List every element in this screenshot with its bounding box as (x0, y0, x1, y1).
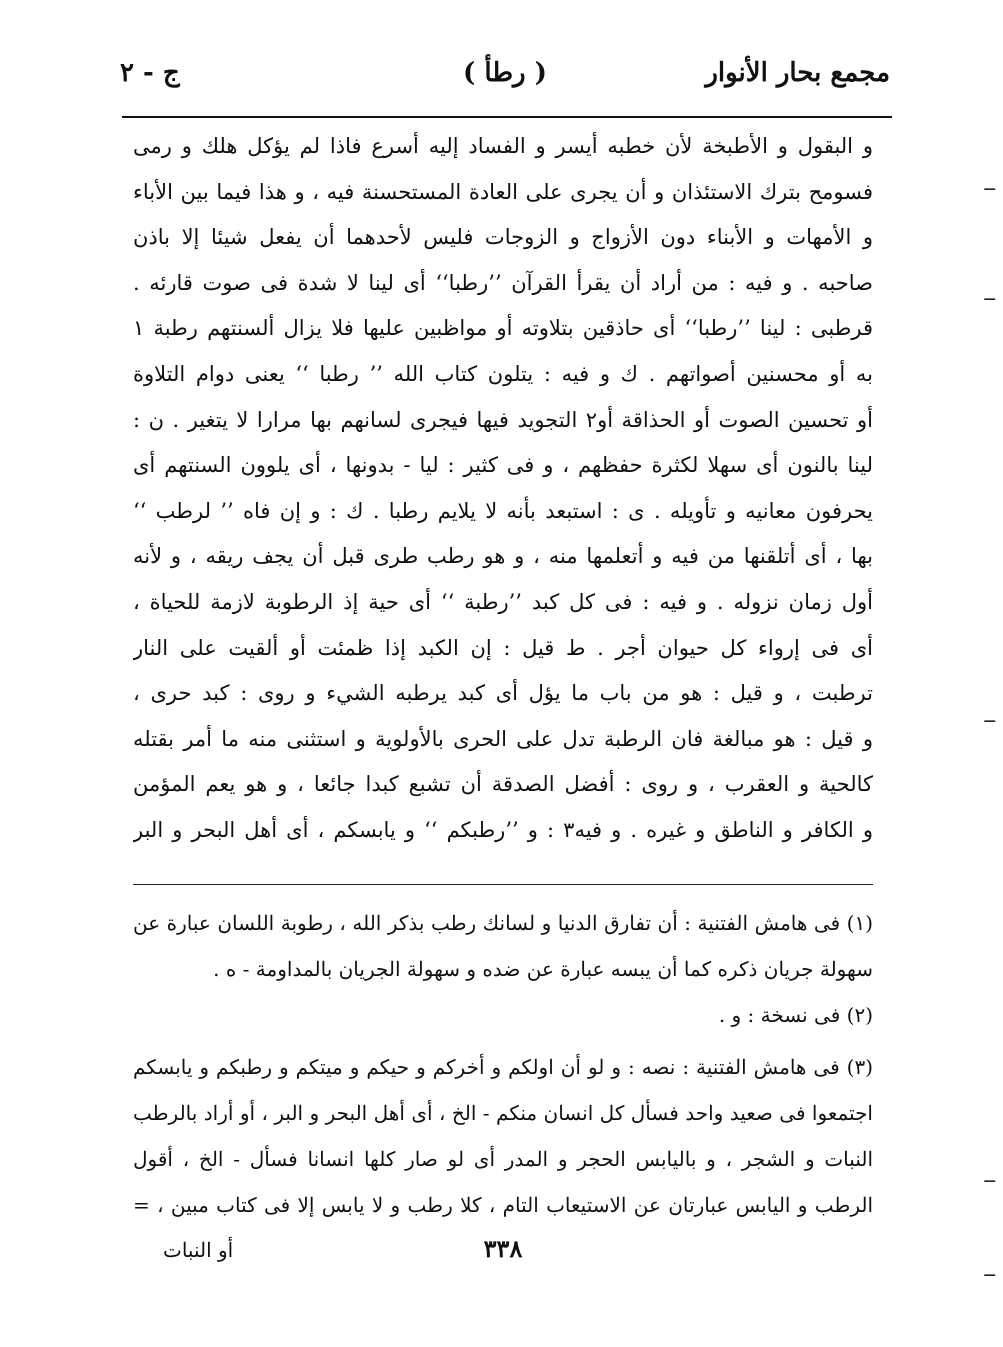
running-header (120, 58, 890, 102)
text-line: و البقول و الأطبخة لأن خطبه أيسر و الفساد إليه أسرع فاذا لم يؤكل هلك و رمى (133, 134, 873, 158)
margin-mark: ـ‍ـ (984, 706, 995, 727)
text-line: أول زمان نزوله . و فيه : فى كل كبد ’’رطبة ‘‘ أى حية إذ الرطوبة لازمة للحياة ، (133, 589, 873, 614)
text-line: أو تحسين الصوت أو الحذاقة أو٢ التجويد فيها فيجرى لسانهم بها مرارا لا يتغير . ن : (133, 407, 873, 432)
text-line: لينا بالنون أى سهلا لكثرة حفظهم ، و فى كثير : ليا - بدونها ، أى يلوون السنتهم أى (133, 453, 873, 478)
footnote-3-line: الرطب و اليابس عبارتان عن الاستيعاب التام ، كلا رطب و لا يابس إلا فى كتاب مبين ، = (133, 1193, 873, 1217)
footnotes-block (133, 900, 873, 1228)
catchword: أو النبات (163, 1238, 234, 1262)
text-line: كالحية و العقرب ، و روى : أفضل الصدقة أن تشبع كبدا جائعا ، و هو يعم المؤمن (133, 772, 873, 797)
text-line: و قيل : هو مبالغة فان الرطبة تدل على الحرى بالأولوية و استثنى منه ما أمر بقتله (133, 726, 873, 751)
main-text-block (133, 124, 873, 854)
margin-mark: ـ‍ـ (984, 284, 995, 305)
footnote-3-line: (٣) فى هامش الفتنية : نصه : و لو أن اولكم و أخركم و حيكم و ميتكم و رطبكم و يابسكم (133, 1055, 873, 1079)
page-footer (133, 1234, 873, 1274)
footnote-2-line: (٢) فى نسخة : و . (718, 1003, 873, 1027)
text-line: أى فى إرواء كل حيوان أجر . ط قيل : إن الكبد إذا ظمئت أو ألقيت على النار (133, 635, 873, 660)
text-line: فسومح بترك الاستئذان و أن يجرى على العادة المستحسنة فيه ، و هذا فيما بين الأباء (133, 179, 873, 204)
text-line: و الكافر و الناطق و غيره . و فيه٣ : و ’’رطبكم ‘‘ و يابسكم ، أى أهل البحر و البر (133, 817, 873, 842)
text-line: قرطبى : لينا ’’رطبا‘‘ أى حاذقين بتلاوته أو مواظبين عليها فلا يزال ألسنتهم رطبة ١ (133, 316, 873, 341)
footnote-1-line: (١) فى هامش الفتنية : أن تفارق الدنيا و لسانك رطب بذكر الله ، رطوبة اللسان عبارة عن (133, 911, 873, 935)
entry-root-heading: ( رطأ ) (463, 58, 547, 88)
text-line: بها ، أى أتلقنها من فيه و أتعلمها منه ، و هو رطب طرى قبل أن يجف ريقه ، و لأنه (133, 544, 873, 569)
book-title: مجمع بحار الأنوار (705, 58, 890, 88)
footnote-3-line: النبات و الشجر ، و باليابس الحجر و المدر أى لو صار كلها انسانا فسأل - الخ ، أقول (133, 1147, 873, 1171)
margin-mark: ـ‍ـ (984, 1260, 995, 1281)
text-line: ترطبت ، و قيل : هو من باب ما يؤل أى كبد يرطبه الشيء و روى : كبد حرى ، (133, 681, 873, 706)
header-divider (122, 116, 892, 118)
margin-mark: ـ‍ـ (984, 174, 995, 195)
text-line: و الأمهات و الأبناء دون الأزواج و الزوجات فليس لأحدهما أن يفعل شيئا إلا باذن (133, 225, 873, 250)
footnote-divider (133, 884, 873, 885)
footnote-3-line: اجتمعوا فى صعيد واحد فسأل كل انسان منكم - الخ ، أى أهل البحر و البر ، أو أراد بالرطب (133, 1101, 873, 1125)
text-line: به أو محسنين أصواتهم . ك و فيه : يتلون كتاب الله ’’ رطبا ‘‘ يعنى دوام التلاوة (133, 361, 873, 386)
volume-number: ج - ٢ (120, 58, 180, 88)
margin-mark: ـ‍ـ (984, 1166, 995, 1187)
text-line: يحرفون معانيه و تأويله . ى : استبعد بأنه لا يلايم رطبا . ك : و إن فاه ’’ لرطب ‘‘ (133, 498, 873, 523)
text-line: صاحبه . و فيه : من أراد أن يقرأ القرآن ’’رطبا‘‘ أى لينا لا شدة فى صوت قارئه . (133, 270, 873, 295)
page-number: ٣٣٨ (483, 1234, 523, 1263)
footnote-1-line: سهولة جريان ذكره كما أن يبسه عبارة عن ضده و سهولة الجريان بالمداومة - ه . (213, 957, 873, 981)
